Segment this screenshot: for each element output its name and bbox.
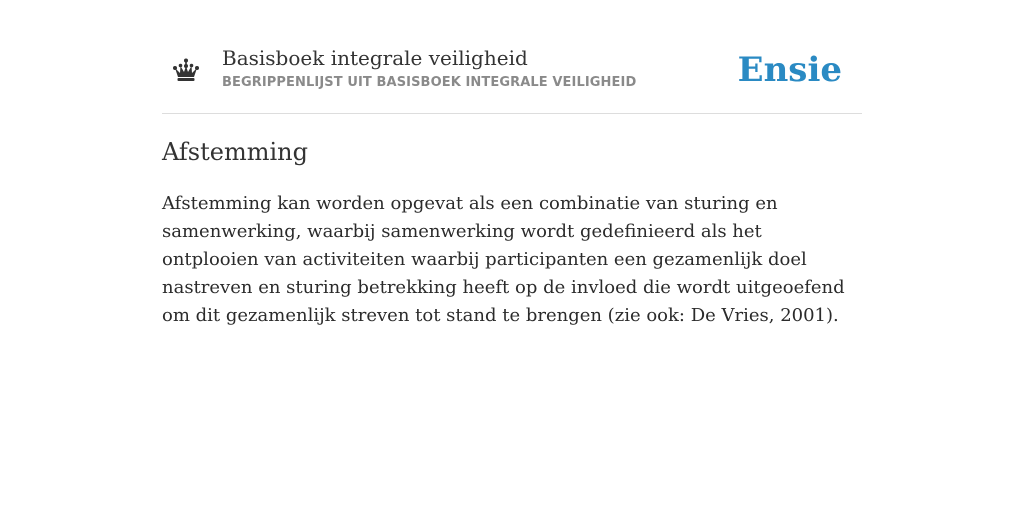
term-title: Afstemming	[162, 138, 308, 166]
header	[162, 40, 862, 114]
source-subtitle: BEGRIPPENLIJST UIT BASISBOEK INTEGRALE VEILIGHEID	[222, 75, 637, 90]
definition-text: Afstemming kan worden opgevat als een combinatie van sturing en samenwerking, waarbij samenwerking wordt gedefinieerd als het ontplooien van activiteiten waarbij participanten een gezamenlijk doel nastreven en sturing betrekking heeft op de invloed die wordt uitgeoefend om dit gezamenlijk streven tot stand te brengen (zie ook: De Vries, 2001).	[162, 193, 845, 326]
brand-logo-link[interactable]: Ensie	[737, 50, 842, 90]
source-title[interactable]: Basisboek integrale veiligheid	[222, 46, 528, 70]
crown-icon	[172, 58, 200, 84]
